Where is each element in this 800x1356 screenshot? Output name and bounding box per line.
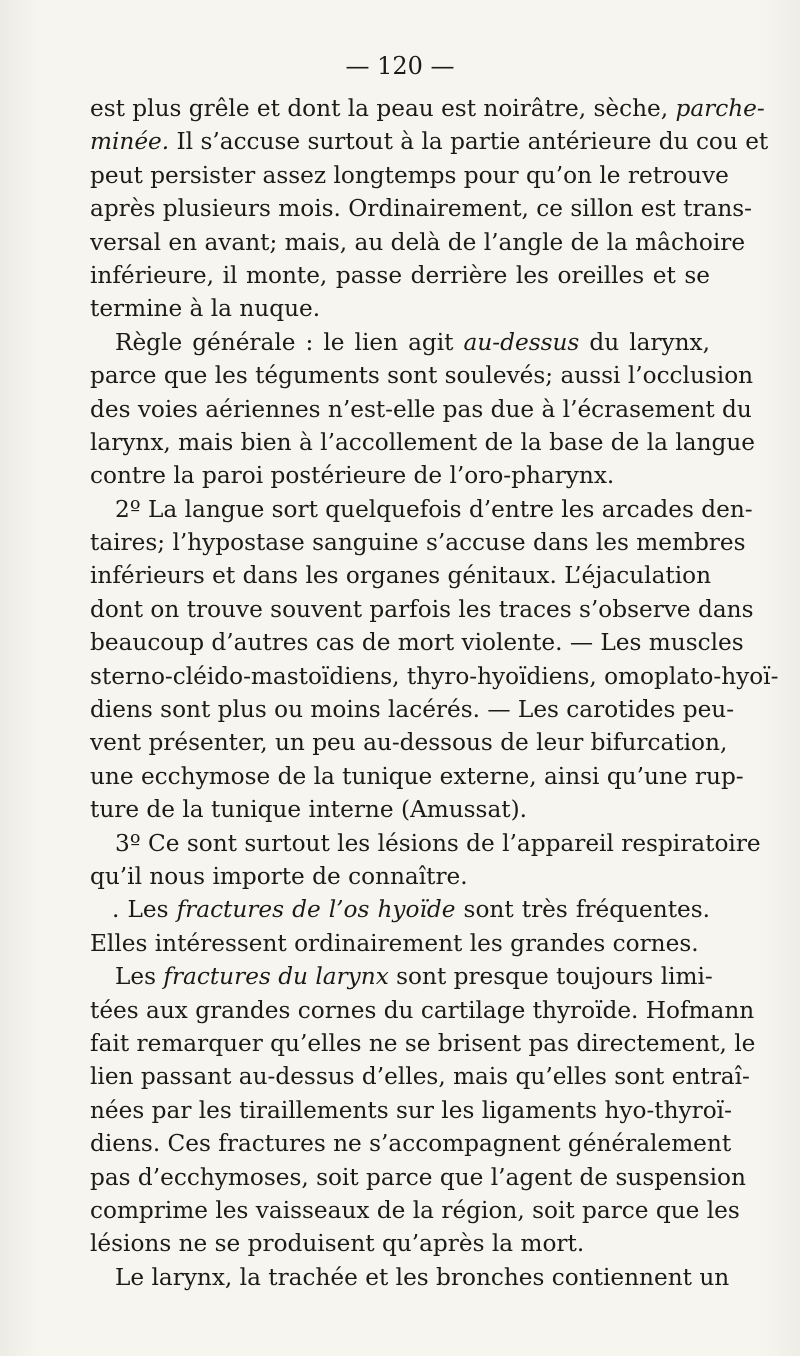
text-line [90,426,756,459]
text-segment: Le larynx, la trachée et les bronches contiennent un [115,1263,730,1291]
text-segment: 2º La langue sort quelquefois d’entre les arcades den- [115,495,753,523]
text-segment: Règle générale : le lien agit [115,328,464,356]
italic-text: fractures du larynx [163,963,389,991]
text-line [90,493,753,526]
text-segment: termine à la nuque. [90,295,321,323]
text-line [90,292,710,325]
text-line [90,893,710,926]
text-line [90,1161,746,1194]
text-line [90,726,728,759]
text-segment: vent présenter, un peu au-dessous de leur bifurcation, [90,729,728,757]
text-line [90,559,710,592]
page-number: — 120 — [345,52,455,80]
text-line [90,393,752,426]
text-segment: parce que les téguments sont soulevés; aussi l’occlusion [90,362,754,390]
text-line [90,927,710,960]
text-line [90,192,752,225]
text-segment: Elles intéressent ordinairement les grandes cornes. [90,929,699,957]
text-line [90,1060,750,1093]
text-segment: du larynx, [579,328,710,356]
text-segment: peut persister assez longtemps pour qu’on le retrouve [90,161,729,189]
text-segment: inférieurs et dans les organes génitaux. L’éjaculation [90,562,712,590]
text-segment: larynx, mais bien à l’accollement de la base de la langue [90,428,756,456]
text-line [90,593,754,626]
text-segment: nées par les tiraillements sur les ligaments hyo-thyroï- [90,1096,732,1124]
text-line [90,359,754,392]
text-segment: taires; l’hypostase sanguine s’accuse dans les membres [90,529,746,557]
text-segment: lien passant au-dessus d’elles, mais qu’elles sont entraî- [90,1063,750,1091]
italic-text: au-dessus [463,328,580,356]
text-segment: versal en avant; mais, au delà de l’angle de la mâchoire [90,228,746,256]
text-segment: est plus grêle et dont la peau est noirâtre, sèche, [90,95,676,122]
text-line [90,326,710,359]
text-segment: sont presque toujours limi- [388,963,713,991]
text-segment: diens sont plus ou moins lacérés. — Les carotides peu- [90,696,735,724]
text-line [90,960,713,993]
text-line [90,660,779,693]
text-segment: comprime les vaisseaux de la région, soit parce que les [90,1196,740,1224]
italic-text: parche- [675,95,765,122]
text-line [90,1261,730,1294]
text-segment: ture de la tunique interne (Amussat). [90,796,528,824]
text-segment: diens. Ces fractures ne s’accompagnent généralement [90,1130,732,1158]
text-line [90,860,710,893]
body-text [90,92,779,1294]
text-line [90,226,746,259]
text-line [90,1194,740,1227]
text-segment: Les [115,963,164,991]
text-line [90,1027,756,1060]
text-segment: inférieure, il monte, passe derrière les oreilles et se [90,261,710,289]
text-line [90,793,710,826]
text-line [90,1094,732,1127]
text-segment: 3º Ce sont surtout les lésions de l’appareil respiratoire [115,829,761,857]
text-segment: fait remarquer qu’elles ne se brisent pas directement, le [90,1029,756,1057]
text-segment: Il s’accuse surtout à la partie antérieure du cou et [169,128,769,156]
text-segment: tées aux grandes cornes du cartilage thyroïde. Hofmann [90,996,755,1024]
text-line [90,760,744,793]
text-segment: . Les [112,896,177,924]
text-segment: pas d’ecchymoses, soit parce que l’agent de suspension [90,1163,746,1191]
text-line [90,994,755,1027]
text-segment: une ecchymose de la tunique externe, ainsi qu’une rup- [90,762,744,790]
text-line [90,526,746,559]
text-line [90,259,710,292]
italic-text: fractures de l’os hyoïde [176,896,456,924]
text-segment: sont très fréquentes. [455,896,710,924]
text-line [90,125,769,158]
text-segment: des voies aériennes n’est-elle pas due à l’écrasement du [90,395,752,423]
italic-text: minée. [90,128,170,156]
text-segment: dont on trouve souvent parfois les traces s’observe dans [90,595,754,623]
text-line [90,1227,710,1260]
text-segment: lésions ne se produisent qu’après la mort. [90,1230,585,1258]
text-line [90,1127,732,1160]
text-segment: contre la paroi postérieure de l’oro-pharynx. [90,462,615,490]
text-line [90,459,710,492]
text-line [90,827,761,860]
text-line [90,159,729,192]
text-line [90,693,735,726]
text-segment: qu’il nous importe de connaître. [90,862,468,890]
text-line [90,92,765,125]
text-line [90,626,744,659]
text-segment: sterno-cléido-mastoïdiens, thyro-hyoïdiens, omoplato-hyoï- [90,662,779,690]
text-segment: après plusieurs mois. Ordinairement, ce sillon est trans- [90,195,752,223]
text-segment: beaucoup d’autres cas de mort violente. — Les muscles [90,629,744,657]
